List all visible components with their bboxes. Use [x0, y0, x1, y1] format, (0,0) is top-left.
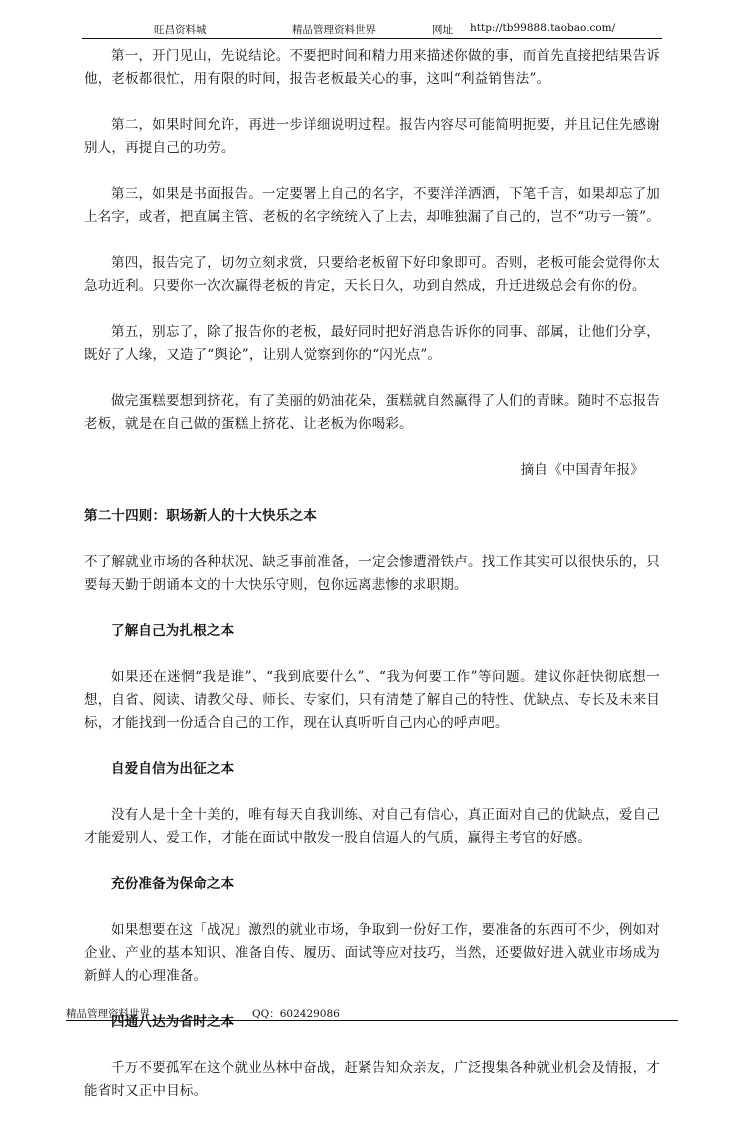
paragraph-conclusion: 做完蛋糕要想到挤花，有了美丽的奶油花朵，蛋糕就自然赢得了人们的青睐。随时不忘报告老板，就是在自己做的蛋糕上挤花、让老板为你喝彩。	[84, 393, 660, 432]
item-heading: 四通八达为省时之本	[111, 1014, 235, 1030]
item-text: 千万不要孤军在这个就业丛林中奋战，赶紧告知众亲友，广泛搜集各种就业机会及情报，才能省时又正中目标。	[84, 1060, 660, 1099]
paragraph-second: 第二，如果时间允许，再进一步详细说明过程。报告内容尽可能简明扼要，并且记住先感谢别人，再提自己的功劳。	[84, 117, 660, 156]
item-heading: 了解自己为扎根之本	[111, 623, 235, 639]
footer-qq: QQ：602429086	[252, 1008, 340, 1020]
source-citation: 摘自《中国青年报》	[520, 462, 644, 478]
header-url[interactable]: http://tb99888.taobao.com/	[470, 22, 616, 34]
page-footer	[66, 1006, 678, 1021]
item-heading: 自爱自信为出征之本	[111, 761, 235, 777]
page-header	[82, 22, 662, 39]
paragraph-fourth: 第四，报告完了，切勿立刻求赏，只要给老板留下好印象即可。否则，老板可能会觉得你太急功近利。只要你一次次赢得老板的肯定，天长日久，功到自然成，升迁进级总会有你的份。	[84, 255, 660, 294]
paragraph-first: 第一，开门见山，先说结论。不要把时间和精力用来描述你做的事，而首先直接把结果告诉他，老板都很忙，用有限的时间，报告老板最关心的事，这叫“利益销售法”。	[84, 48, 660, 87]
header-slogan: 精品管理资料世界	[292, 24, 376, 36]
item-text: 如果还在迷惘“我是谁”、“我到底要什么”、“我为何要工作”等问题。建议你赶快彻底想一想，自省、阅读、请教父母、师长、专家们，只有清楚了解自己的特性、优缺点、专长及未来目标，才能找到一份适合自己的工作，现在认真听听自己内心的呼声吧。	[84, 669, 660, 731]
header-url-label: 网址	[432, 24, 453, 36]
item-text: 没有人是十全十美的，唯有每天自我训练、对自己有信心，真正面对自己的优缺点，爱自己才能爱别人、爱工作，才能在面试中散发一股自信逼人的气质，赢得主考官的好感。	[84, 807, 660, 846]
item-text: 如果想要在这「战况」激烈的就业市场，争取到一份好工作，要准备的东西可不少，例如对企业、产业的基本知识、准备自传、履历、面试等应对技巧，当然，还要做好进入就业市场成为新鲜人的心理准备。	[84, 922, 660, 984]
header-site-name: 旺昌资料城	[154, 24, 207, 36]
paragraph-fifth: 第五，别忘了，除了报告你的老板，最好同时把好消息告诉你的同事、部属，让他们分享，既好了人缘，又造了“舆论”，让别人觉察到你的“闪光点”。	[84, 324, 660, 363]
section-title: 第二十四则：职场新人的十大快乐之本	[84, 508, 317, 524]
footer-site-name: 精品管理资料世界	[66, 1008, 150, 1020]
paragraph-third: 第三，如果是书面报告。一定要署上自己的名字，不要洋洋洒洒，下笔千言，如果却忘了加上名字，或者，把直属主管、老板的名字统统入了上去，却唯独漏了自己的，岂不“功亏一篑”。	[84, 186, 660, 225]
document-body	[84, 45, 660, 1126]
item-heading: 充份准备为保命之本	[111, 876, 235, 892]
section-intro: 不了解就业市场的各种状况、缺乏事前准备，一定会惨遭滑铁卢。找工作其实可以很快乐的，只要每天勤于朗诵本文的十大快乐守则，包你远离悲惨的求职期。	[84, 554, 660, 593]
